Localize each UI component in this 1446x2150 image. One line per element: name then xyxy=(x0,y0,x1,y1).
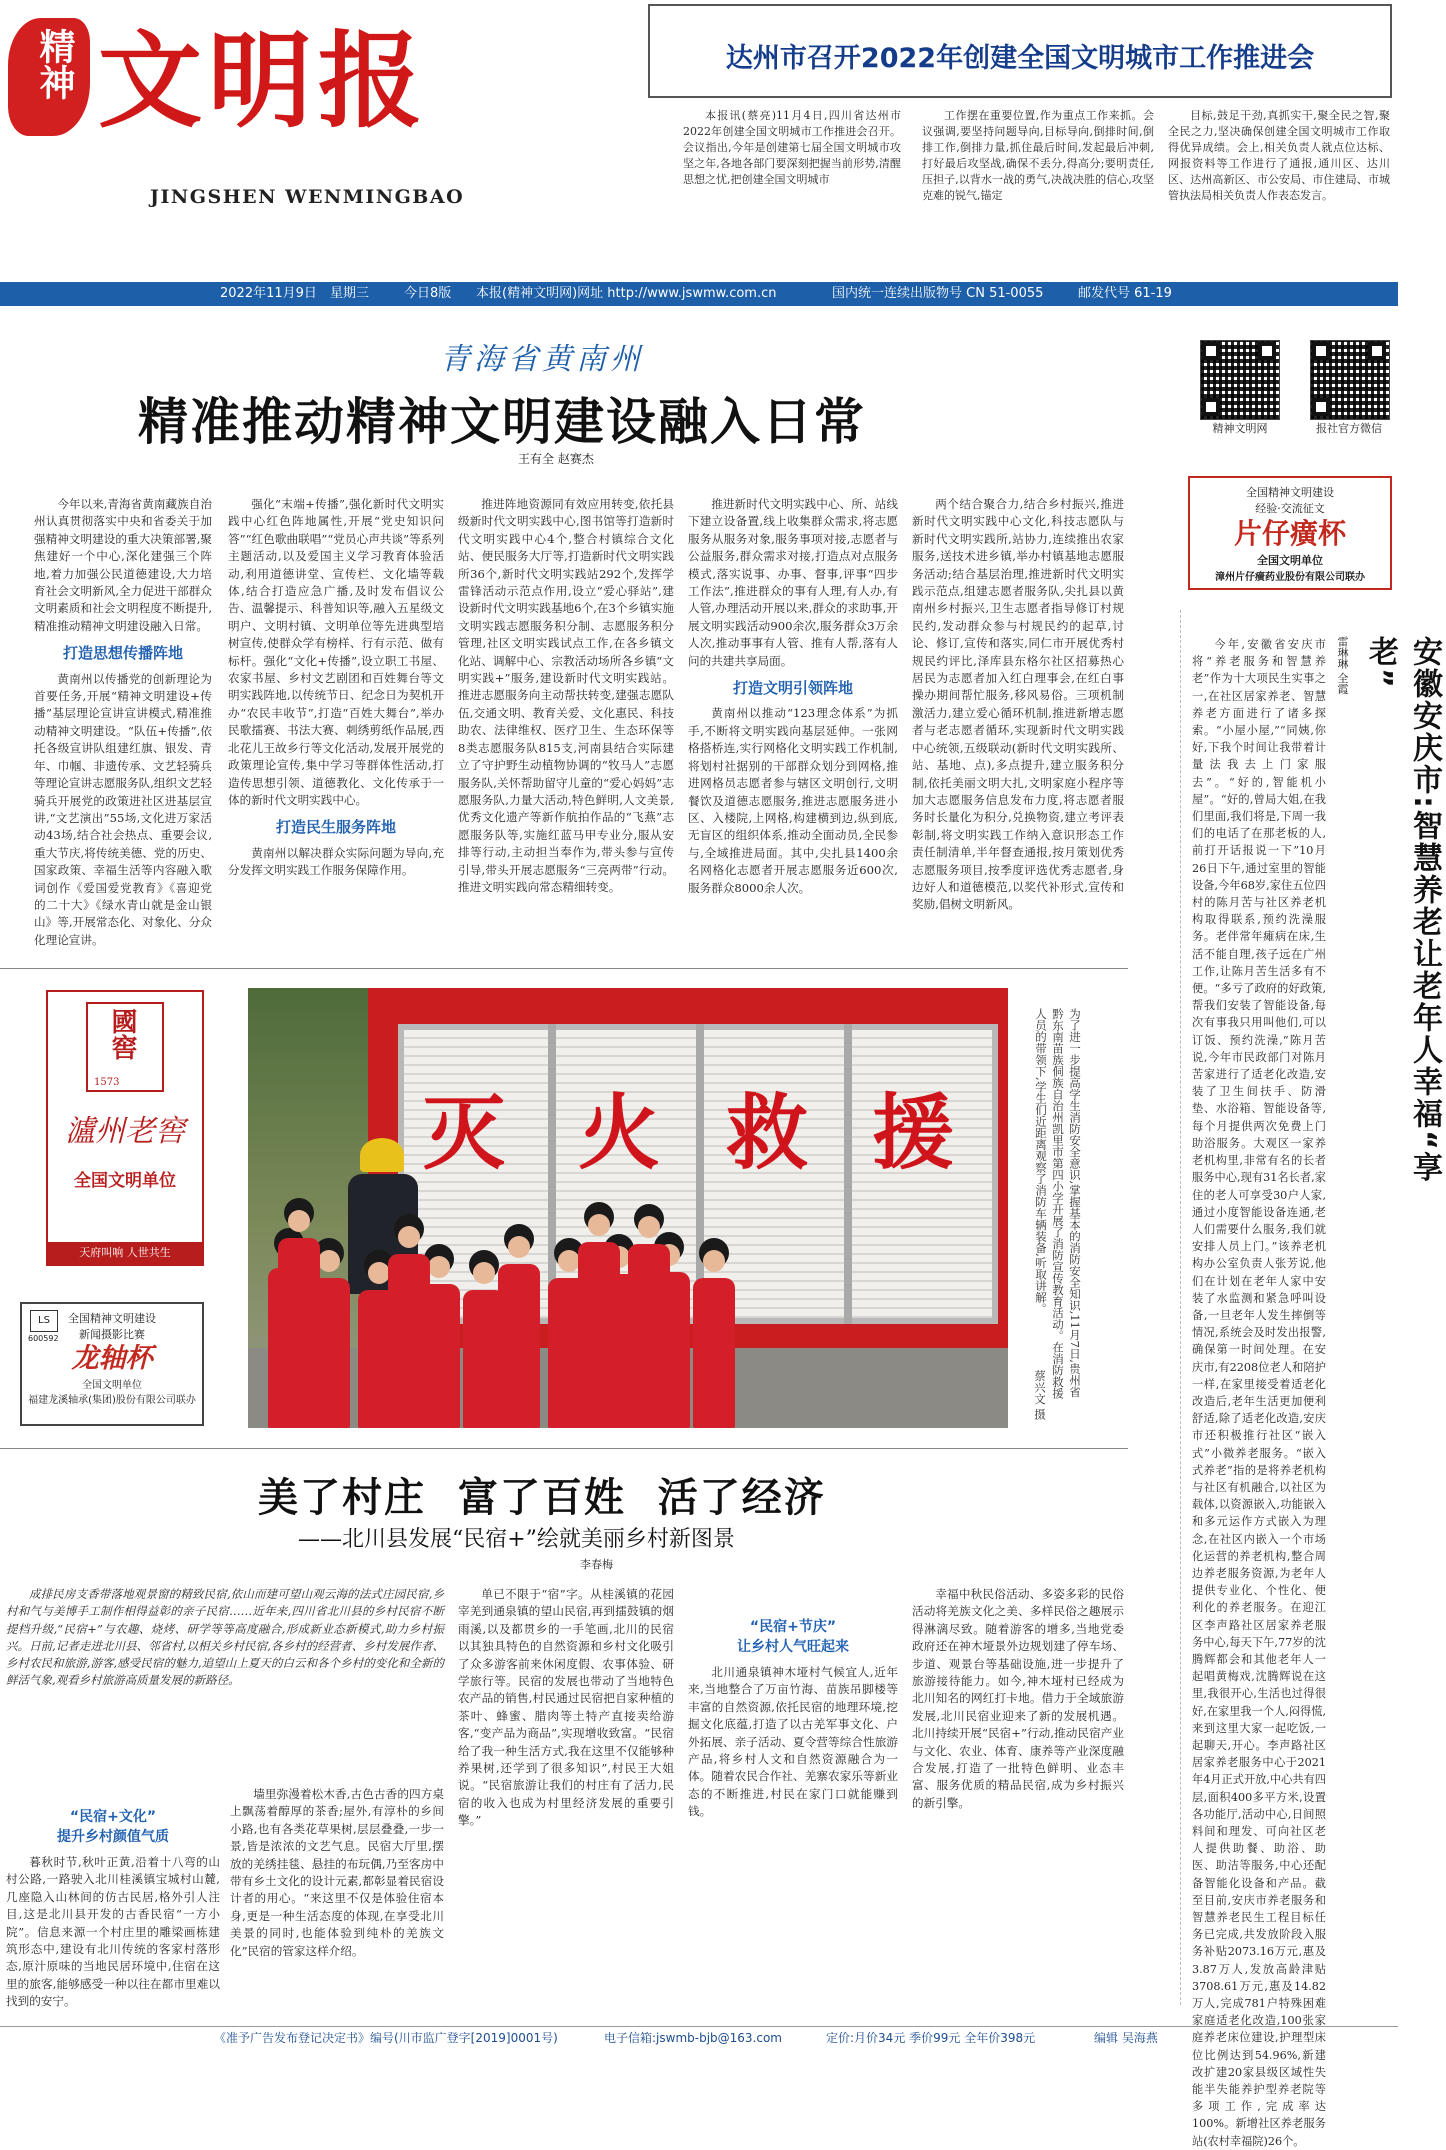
band-weekday: 星期三 xyxy=(330,286,370,301)
ad-guojiao[interactable] xyxy=(46,990,204,1266)
qr-left-corner2 xyxy=(1258,342,1276,360)
lead-col4-subhead: 打造文明引领阵地 xyxy=(732,679,853,698)
photo-truck-char-1: 灭 xyxy=(423,1086,506,1181)
feature-headline[interactable]: 美了村庄 富了百姓 活了经济 xyxy=(258,1475,826,1521)
feature-col3 xyxy=(458,1586,674,2010)
lead-col1b-text: 黄南州以传播党的创新理论为首要任务,开展“精神文明建设+传播”基层理论宣讲宣讲模式,精准推动精神文明建设。“队伍+传播”,依托各级宣讲队组建红旗、银发、青年、巾帼、非遗传承、文艺轻骑兵等理论宣讲志愿服务队,组织文艺轻骑兵开展党的政策进社区进基层宣讲,“文艺演出”55场,文化进万家活动43场,结合社会热点、重要会议,重大节庆,将传统美德、党的历史、国家政策、幸福生活等内容融入歌词创作《爱国爱党教育》《喜迎党的二十大》《绿水青山就是金山银山》等,开展常态化、对象化、分众化理论宣讲。 xyxy=(34,671,212,947)
child-face xyxy=(588,1214,610,1236)
child-figure xyxy=(278,1238,320,1428)
feature-intro-text: 成排民房支香带落地观景窗的精致民宿,依山而建可望山观云海的法式庄园民宿,乡村和气与美博手工制作相得益彰的亲子民宿……近年来,四川省北川县的乡村民宿不断提档升级,“民宿+”与农趣、烧烤、研学等等高度融合,形成新业态新模式,助力乡村振兴。日前,记者走进北川县、邻省村,以相关乡村民宿,各乡村的经营者、乡村发展作者、乡村农民和旅游,游客,感受民宿的魅力,追望山上夏天的白云和各个乡村的变化和全新的鲜活气象,观看乡村旅游高质量发展的新路径。 xyxy=(6,1587,444,1688)
child-figure xyxy=(693,1278,735,1428)
child-face xyxy=(638,1216,660,1238)
side-body xyxy=(1192,636,1326,2148)
child-face xyxy=(703,1250,725,1272)
qr-left[interactable] xyxy=(1200,340,1278,418)
photo-credit: 蔡兴文 摄 xyxy=(1033,1370,1047,1420)
sidebar-divider xyxy=(1180,610,1181,2005)
lead-col4-text: 推进新时代文明实践中心、所、站线下建立设备置,线上收集群众需求,将志愿服务从服务对象,服务事项对接,志愿者与公益服务,群众需求对接,打造点对点服务模式,落实说事、办事、督事,评事“四步工作法”,推进群众的事有人理,有人办,有人管,办理活动开展以来,群众的求助事,开展文明实践活动900余次,服务群众3万余人次,推动事事有人管、推有人帮,落有人问的共建共享局面。 xyxy=(688,497,898,668)
lead-bottom-rule xyxy=(0,968,1128,969)
band-cn: 国内统一连续出版物号 CN 51-0055 xyxy=(832,286,1044,301)
ad-pzh-line1: 全国精神文明建设 xyxy=(1246,486,1334,499)
photo-truck-char-3: 救 xyxy=(726,1086,809,1181)
top-news-col1-text: 本报讯(蔡亮)11月4日,四川省达州市2022年创建全国文明城市工作推进会召开。会议指出,今年是创建第七届全国文明城市攻坚之年,各地各部门要深刻把握当前形势,清醒思想之忧,把创建全国文明城市 xyxy=(683,109,901,186)
feature-col4 xyxy=(688,1664,898,2010)
top-news-col3 xyxy=(1168,108,1390,236)
photo-firefighter-helmet xyxy=(360,1138,404,1172)
ad-guojiao-slogan: 天府叫响 人世共生 xyxy=(48,1242,202,1264)
ad-guojiao-year: 1573 xyxy=(94,1077,120,1088)
feature-col3-text: 单已不限于“宿”字。从桂溪镇的花园宰羌到通泉镇的望山民宿,再到擂鼓镇的烟雨溪,以及都贯乡的一手笔画,北川的民宿以其独具特色的自然资源和乡村文化吸引了众多游客前来休闲度假、农事体验、研学旅行等。民宿的发展也带动了当地特色农产品的销售,村民通过民宿把自家种植的茶叶、蜂蜜、腊肉等土特产直接卖给游客,“变产品为商品”,实现增收致富。“民宿给了我一种生活方式,我在这里不仅能够种养果树,还学到了很多知识”,村民王大姐说。“民宿旅游让我们的村庄有了活力,民宿的收入也成为村里经济发展的重要引擎。” xyxy=(458,1587,674,1828)
child-face xyxy=(558,1250,580,1272)
feature-col2-text: 墙里弥漫着松木香,古色古香的四方桌上飘荡着醇厚的茶香;屋外,有淳朴的乡间小路,也有各类花草果树,层层叠叠,一步一景,皆是浓浓的文艺气息。民宿大厅里,摆放的羌绣挂毯、悬挂的布玩偶,乃至客房中带有乡土文化的设计元素,都彰显着民宿设计者的用心。“来这里不仅是体验住宿本身,更是一种生活态度的体现,在享受北川美景的同时,也能体验到纯朴的羌族文化”民宿的管家这样介绍。 xyxy=(230,1787,444,1958)
feature-sub2-line2: 让乡村人气旺起来 xyxy=(737,1639,849,1655)
photo-truck-char-2: 火 xyxy=(578,1086,661,1181)
qr-left-label: 精神文明网 xyxy=(1212,422,1268,435)
top-news-col3-text: 目标,鼓足干劲,真抓实干,聚全民之智,聚全民之力,坚决确保创建全国文明城市工作取得优异成绩。会上,相关负责人就点位达标、网报资料等工作进行了通报,通川区、达川区、达州高新区、市公安局、市住建局、市城管执法局相关负责人作表态发言。 xyxy=(1168,109,1390,202)
ad-longzhou[interactable] xyxy=(20,1302,204,1426)
feature-col1 xyxy=(6,1854,220,2010)
lead-kicker: 青海省黄南州 xyxy=(440,342,644,377)
qr-right-corner1 xyxy=(1312,342,1330,360)
band-pages: 今日8版 xyxy=(404,286,452,301)
masthead xyxy=(0,0,480,210)
feature-col1-text: 暮秋时节,秋叶正黄,沿着十八弯的山村公路,一路驶入北川桂溪镇宝城村山麓,几座隐入山林间的仿古民居,格外引人注目,这是北川县开发的古香民宿“一方小院”。信息来源一个村庄里的雕梁画栋建筑形态中,建设有北川传统的客家村落形态,原汁原味的当地民居环境中,住宿在这里的旅客,能够感受一种以往在都市里难以找到的安宁。 xyxy=(6,1855,220,2009)
ad-guojiao-logo xyxy=(86,1002,164,1092)
ad-lz-logo: LS xyxy=(30,1310,58,1332)
top-news-col2 xyxy=(922,108,1154,236)
footer-price: 定价:月价34元 季价99元 全年价398元 xyxy=(826,2031,1036,2045)
lead-col2-subhead: 打造民生服务阵地 xyxy=(275,818,396,837)
qr-right-label: 报社官方微信 xyxy=(1316,422,1382,435)
photo[interactable] xyxy=(248,988,1008,1428)
lead-col5 xyxy=(912,496,1124,946)
child-face xyxy=(508,1236,530,1258)
top-news-headline[interactable]: 达州市召开2022年创建全国文明城市工作推进会 xyxy=(725,43,1315,74)
feature-col5-text: 幸福中秋民俗活动、多姿多彩的民俗活动将羌族文化之美、多样民俗之趣展示得淋漓尽致。随着游客的增多,当地党委政府还在神木垭景外边规划建了停车场、步道、观景台等基础设施,进一步提升了旅游接待能力。如今,神木垭村已经成为北川知名的网红打卡地。借力于全域旅游发展,北川民宿业迎来了新的发展机遇。北川持续开展“民宿+”行动,推动民宿产业与文化、农业、体育、康养等产业深度融合发展,打造了一批特色鲜明、业态丰富、服务优质的精品民宿,成为乡村振兴的新引擎。 xyxy=(912,1587,1124,1810)
feature-col4-text: 北川通泉镇神木垭村气候宜人,近年来,当地整合了万亩竹海、苗族吊脚楼等丰富的自然资源,依托民宿的地理环境,挖掘文化底蕴,打造了以古羌军事文化、户外拓展、亲子活动、夏令营等综合性旅游产品,将乡村人文和自然资源融合为一体。随着农民合作社、羌寨农家乐等新业态的不断推进,村民在家门口就能赚到钱。 xyxy=(688,1665,898,1819)
ad-lz-unit: 全国文明单位 xyxy=(82,1380,142,1391)
footer-email[interactable]: 电子信箱:jswmb-bjb@163.com xyxy=(604,2031,782,2045)
child-face xyxy=(368,1262,390,1284)
ad-pzh-unit: 全国文明单位 xyxy=(1257,554,1323,567)
child-face xyxy=(398,1226,420,1248)
band-date: 2022年11月9日 xyxy=(220,286,317,301)
feature-sub2-line1: “民宿+节庆” xyxy=(749,1619,837,1635)
photo-truck-divider3 xyxy=(844,1024,852,1324)
feature-col5 xyxy=(912,1586,1124,2010)
child-figure xyxy=(498,1264,540,1428)
feature-sub1-line2: 提升乡村颜值气质 xyxy=(57,1829,169,1845)
side-body-text: 今年,安徽省安庆市将“养老服务和智慧养老”作为十大项民生实事之一,在社区居家养老、智慧养老方面进行了诸多探索。“小屋小屋,”“同姨,你好,下我个时间让我带着计量法我去上门家服去”。“好的,智能机小屋”。“好的,曾局大姐,在我们里面,我们将是,下周一我们的电话了在那老板的人,前打开话报说一下”10月26日下午,通过室里的智能设备,今年68岁,家住五位四村的陈月苦与社区养老机构取得联系,预约洗澡服务。老伴常年瘫病在床,生活不能自理,孩子远在广州工作,让陈月苦生活多有不便。“多亏了政府的好政策,帮我们安装了智能设备,每次有事我只用叫他们,可以订饭、预约洗澡,“陈月苦说,今年市民政部门对陈月苦家进行了适老化改造,安装了卫生间扶手、防滑垫、水浴箱、智能设备等,每个月提供两次免费上门助浴服务。大观区一家养老机构里,非常有名的长者服务中心,现有31名长者,家住的老人可享受30户人家,通过小度智能设备连通,老人们需要什么服务,我们就安排人员上门。”该养老机构办公室负责人张芳说,他们在计划在老年人家中安装了水监测和紧急呼叫设备,一旦老年人发生摔倒等情况,系统会及时发出报警,确保第一时间处理。在安庆市,有2208位老人和陪护一样,在家里接受着适老化改造后,老年生活更加便利舒适,除了适老化改造,安庆市还积极推行社区“嵌入式”小微养老服务。“嵌入式养老”指的是将养老机构与社区有机融合,以社区为载体,以资源嵌入,功能嵌入和多元运作方式嵌入为理念,在社区内嵌入一个市场化运营的养老机构,整合周边养老服务资源,为老年人提供专业化、个性化、便利化的养老服务。在迎江区李声路社区居家养老服务中心,每天下午,77岁的沈腾辉都会和其他老年人一起唱黄梅戏,沈腾辉说在这里,我很开心,生活也过得很好,在家里我一个人,闷得慌,来到这里大家一起吃饭,一起聊天,开心。李声路社区居家养老服务中心于2021年4月正式开放,中心共有四层,面积400多平方米,设置各功能厅,活动中心,日间照料间和理发、可向社区老人提供助餐、助浴、助医、助洁等服务,中心还配备智能化设备和产品。截至目前,安庆市养老服务和智慧养老民生工程目标任务已完成,共发放阶段入服务补贴2073.16万元,惠及3.87万人,发放高龄津贴3708.61万元,惠及14.82万人,完成781户特殊困难家庭适老化改造,100张家庭养老床位建设,护理型床位比例达到54.96%,新建改扩建20家县级区域性失能半失能养护型养老院等多项工作,完成率达100%。新增社区养老服务站(农村幸福院)26个。 xyxy=(1192,638,1326,2148)
lead-col2 xyxy=(228,496,444,946)
band-website[interactable]: 本报(精神文明网)网址 http://www.jswmw.com.cn xyxy=(476,286,777,301)
ad-lz-title: 龙轴杯 xyxy=(71,1343,153,1374)
lead-col3 xyxy=(458,496,674,946)
footer xyxy=(0,2026,1398,2049)
feature-subhead: ——北川县发展“民宿+”绘就美丽乡村新图景 xyxy=(298,1527,735,1552)
footer-editor: 编辑 吴海燕 xyxy=(1094,2031,1158,2045)
child-figure xyxy=(388,1254,430,1428)
ad-pianzaihuang[interactable] xyxy=(1188,476,1392,590)
qr-right-corner2 xyxy=(1368,342,1386,360)
lead-col2b-text: 黄南州以解决群众实际问题为导向,充分发挥文明实践工作服务保障作用。 xyxy=(228,845,444,878)
ad-lz-line1: 全国精神文明建设 xyxy=(68,1312,156,1325)
feature-top-rule xyxy=(0,1448,1128,1449)
lead-col1-text: 今年以来,青海省黄南藏族自治州认真贯彻落实中央和省委关于加强精神文明建设的重大决策部署,聚焦建好一个中心,深化建强三个阵地,着力加强公民道德建设,大力培育社会文明新风,全力促进干部群众文明素质和社会文明程度不断提升,精准推动精神文明建设融入日常。 xyxy=(34,497,212,633)
child-face xyxy=(473,1262,495,1284)
lead-col3-text: 推进阵地资源同有效应用转变,依托县级新时代文明实践中心,图书馆等打造新时代文明实践中心4个,整合村镇综合文化站、便民服务大厅等,打造新时代文明实践所36个,新时代文明实践站292个,发挥学雷锋活动示范点作用,设立“爱心驿站”,建设新时代文明实践基地6个,在3个乡镇实施文明实践志愿服务积分制、志愿服务积分管理,社区文明实践试点工作,在各乡镇文化站、调解中心、宗教活动场所各乡镇“文明实践+”服务,建设新时代文明实践站。推进志愿服务向主动帮扶转变,建强志愿队伍,交通文明、教育关爱、文化惠民、科技助农、法律维权、医疗卫生、生态环保等8类志愿服务队815支,河南县结合实际建立了守护野生动植物协调的“牧马人”志愿服务队,关怀帮助留守儿童的“爱心妈妈”志愿服务队,力量大活动,特色鲜明,人文美景,优秀文化遗产等新作航拍作品的“飞燕”志愿服务队等,实施红蓝马甲专业分,服从安排等行动,主动担当奉作为,带头参与宣传引导,带头开展志愿服务“三亮两带”行动。推进文明实践向常态精细转变。 xyxy=(458,497,674,894)
ad-pzh-company: 漳州片仔癀药业股份有限公司联办 xyxy=(1215,572,1365,583)
feature-col2 xyxy=(230,1786,444,2010)
qr-right[interactable] xyxy=(1310,340,1388,418)
lead-col1-subhead: 打造思想传播阵地 xyxy=(62,644,183,663)
photo-caption: 为了进一步提高学生消防安全意识,掌握基本的消防安全知识,11月7日,贵州省黔东南苗族侗族自治州凯里市第四小学开展了消防宣传教育活动。在消防救援人员的带领下,学生们近距离观察了消防车辆装备,听取讲解。 xyxy=(1034,1008,1082,1399)
ad-lz-stock: 600592 xyxy=(28,1334,59,1343)
qr-left-corner3 xyxy=(1202,398,1220,416)
info-band xyxy=(0,282,1398,306)
lead-col5-text: 两个结合聚合力,结合乡村振兴,推进新时代文明实践中心文化,科技志愿队与新时代文明实践所,站协力,连续推出农家服务,送技术进乡镇,举办村镇基地志愿服务活动;结合基层治理,推进新时代文明实践示范点,组建志愿者服务队,尖扎县以黄南州乡村振兴,卫生志愿者指导修订村规民约,发动群众参与村规民约的起草,讨论、修订,宣传和落实,同仁市开展优秀村规民约评比,泽库县东格尔社区招募热心居民为志愿者加入红白理事会,在红白事操办期间帮忙服务,移风易俗。三项机制激活力,建立爱心循环机制,推进新增志愿者与老志愿者循环,实现新时代文明实践中心统领,五级联动(新时代文明实践所、站、基地、点),多点提升,建立服务积分制,依托美丽文明大扎,文明家庭小程序等加大志愿服务信息发布力度,将志愿者服务时长量化为积分,兑换物资,建立考评表彰制,将文明实践工作纳入意识形态工作责任制清单,半年督查通报,按月策划优秀志愿服务项目,按季度评选优秀志愿者,身边好人和道德模范,以奖代补形式,宣传和奖励,倡树文明新风。 xyxy=(912,497,1124,912)
lead-col2-text: 强化“末端+传播”,强化新时代文明实践中心红色阵地属性,开展“党史知识问答”“红色歌曲联唱”“党员心声共谈”等系列主题活动,以及爱国主义学习教育体验活动,利用道德讲堂、宣传栏、文化墙等载体,结合打造应急广播,及时发布倡议公告、温馨提示、科普知识等,融入五星级文明户、文明村镇、文明单位等先进典型培树宣传,使群众学有榜样、行有示范、做有标杆。强化“文化+传播”,设立职工书屋、农家书屋、乡村文艺剧团和百姓舞台等文明实践阵地,以传统节日、纪念日为契机开办“农民丰收节”,打造“百姓大舞台”,举办民歌擂赛、书法大赛、刺绣剪纸作品展,西北花儿王故乡行等文化活动,发展开展党的政策理论宣传,集中学习等群体性活动,打造传思想引领、道德教化、文化传承于一体的新时代文明实践中心。 xyxy=(228,497,444,807)
feature-sub2 xyxy=(688,1616,898,1656)
qr-right-corner3 xyxy=(1312,398,1330,416)
lead-col1 xyxy=(34,496,212,946)
child-figure xyxy=(578,1242,620,1428)
top-news-col1 xyxy=(683,108,901,236)
ad-lz-company: 福建龙溪轴承(集团)股份有限公司联办 xyxy=(28,1395,196,1406)
child-face xyxy=(318,1250,340,1272)
ad-pzh-line2: 经验·交流征文 xyxy=(1255,502,1325,515)
masthead-seal xyxy=(8,18,90,136)
lead-headline[interactable]: 精准推动精神文明建设融入日常 xyxy=(138,393,866,451)
feature-sub1 xyxy=(6,1806,220,1846)
side-byline: 雷琳琳 全霞 xyxy=(1336,636,1349,695)
band-postal: 邮发代号 61-19 xyxy=(1078,286,1172,301)
ad-lz-line2: 新闻摄影比赛 xyxy=(79,1328,145,1341)
lead-col4b-text: 黄南州以推动“123理念体系”为抓手,不断将文明实践向基层延伸。一张网格搭桥连,实行网格化文明实践工作机制,将划村社据别的干部群众划分到网格,推进网格员志愿者参与辖区文明创行,文明餐饮及道德志愿服务,推进志愿服务进小区、入楼院,上网格,构建横到边,纵到底,无盲区的组织体系,推动全面动员,全民参与,全域推进局面。其中,尖扎县1400余名网格化志愿者开展志愿服务近600次,服务群众8000余人次。 xyxy=(688,706,898,895)
footer-license: 《准予广告发布登记决定书》编号(川市监广登字[2019]0001号) xyxy=(214,2031,558,2045)
feature-byline: 李春梅 xyxy=(580,1558,613,1571)
photo-truck-char-4: 援 xyxy=(872,1086,955,1181)
feature-sub1-line1: “民宿+文化” xyxy=(69,1809,157,1825)
child-face xyxy=(428,1256,450,1278)
masthead-title: 文明报 xyxy=(98,19,429,142)
qr-left-corner1 xyxy=(1202,342,1220,360)
lead-col4 xyxy=(688,496,898,946)
ad-guojiao-brand: 國窖 xyxy=(107,1008,137,1060)
masthead-seal-text: 精神 xyxy=(34,28,76,100)
feature-intro xyxy=(6,1586,444,1766)
ad-guojiao-script: 瀘州老窖 xyxy=(65,1114,185,1149)
ad-pzh-title: 片仔癀杯 xyxy=(1233,517,1346,550)
lead-byline: 王有全 赵赛杰 xyxy=(518,452,594,466)
ad-guojiao-unit: 全国文明单位 xyxy=(74,1171,176,1191)
masthead-pinyin: JINGSHEN WENMINGBAO xyxy=(150,186,465,208)
child-figure xyxy=(628,1244,670,1428)
child-face xyxy=(288,1210,310,1232)
top-news-col2-text: 工作摆在重要位置,作为重点工作来抓。会议强调,要坚持问题导向,目标导向,倒排时间,倒排工作,倒排力量,抓住最后时间,发起最后冲刺,打好最后攻坚战,确保不丢分,得高分;要明责任,压担子,以背水一战的勇气,决战决胜的信心,攻坚克难的锐气,锚定 xyxy=(922,109,1154,202)
side-headline[interactable]: 安徽安庆市:智慧养老让老年人幸福“享老” xyxy=(1363,636,1442,1184)
